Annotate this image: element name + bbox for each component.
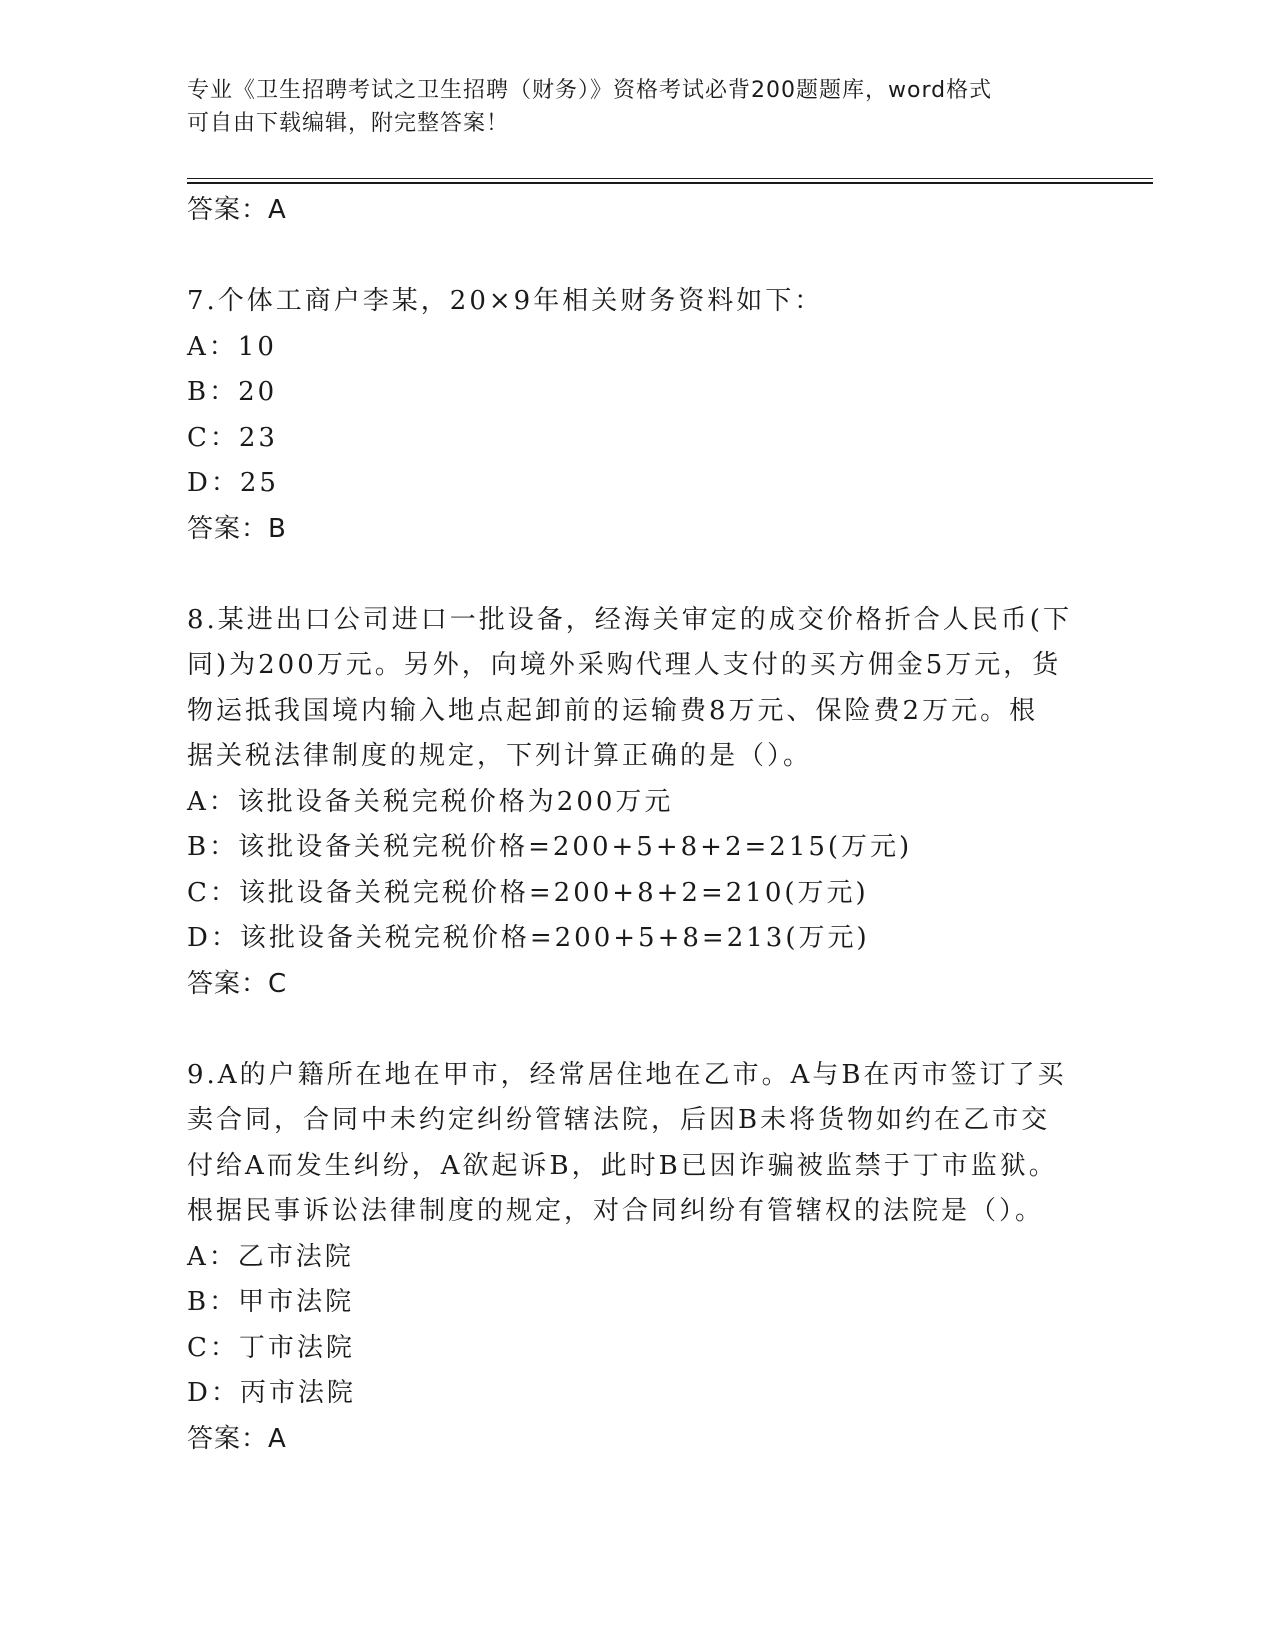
question-block: [187, 1053, 1087, 1463]
question-stem-line: 付给A而发生纠纷，A欲起诉B，此时B已因诈骗被监禁于丁市监狱。: [187, 1150, 1058, 1181]
previous-question-answer: 答案：A: [187, 195, 287, 225]
option-c: C：该批设备关税完税价格=200+8+2=210(万元): [187, 877, 869, 908]
option-d: D：25: [187, 468, 279, 498]
question-block: [187, 598, 1087, 1008]
spacer: [187, 552, 1087, 598]
header-divider-thin: [187, 178, 1153, 179]
question-stem-line: 据关税法律制度的规定，下列计算正确的是（）。: [187, 741, 813, 771]
question-answer: 答案：C: [187, 968, 288, 999]
spacer: [187, 1007, 1087, 1053]
option-d: D：该批设备关税完税价格=200+5+8=213(万元): [187, 923, 870, 953]
question-stem-line: 同)为200万元。另外，向境外采购代理人支付的买方佣金5万元，货: [187, 650, 1062, 680]
question-answer: 答案：B: [187, 513, 287, 544]
option-a: A：乙市法院: [187, 1241, 354, 1272]
header-line-2: 可自由下载编辑，附完整答案！: [187, 111, 510, 136]
option-c: C：23: [187, 422, 278, 453]
question-stem: 7.个体工商户李某，20×9年相关财务资料如下：: [187, 286, 824, 316]
option-b: B：20: [187, 377, 278, 407]
question-block: [187, 279, 1087, 552]
option-b: B：该批设备关税完税价格=200+5+8+2=215(万元): [187, 832, 913, 862]
document-body: [187, 188, 1087, 1462]
document-header: [187, 74, 1067, 140]
question-stem-line: 卖合同，合同中未约定纠纷管辖法院，后因B未将货物如约在乙市交: [187, 1105, 1051, 1135]
option-a: A：10: [187, 331, 277, 362]
header-line-1: 专业《卫生招聘考试之卫生招聘（财务）》资格考试必背200题题库，word格式: [187, 78, 993, 103]
question-stem-line: 根据民事诉讼法律制度的规定，对合同纠纷有管辖权的法院是（）。: [187, 1196, 1045, 1226]
spacer: [187, 234, 1087, 280]
question-stem-line: 物运抵我国境内输入地点起卸前的运输费8万元、保险费2万元。根: [187, 695, 1039, 726]
question-answer: 答案：A: [187, 1423, 287, 1454]
option-b: B：甲市法院: [187, 1287, 355, 1317]
question-stem-line: 9.A的户籍所在地在甲市，经常居住地在乙市。A与B在丙市签订了买: [187, 1059, 1067, 1090]
option-a: A：该批设备关税完税价格为200万元: [187, 786, 674, 817]
question-stem-line: 8.某进出口公司进口一批设备，经海关审定的成交价格折合人民币(下: [187, 604, 1072, 635]
option-d: D：丙市法院: [187, 1378, 356, 1408]
option-c: C：丁市法院: [187, 1332, 355, 1363]
header-divider-thick: [187, 182, 1153, 184]
